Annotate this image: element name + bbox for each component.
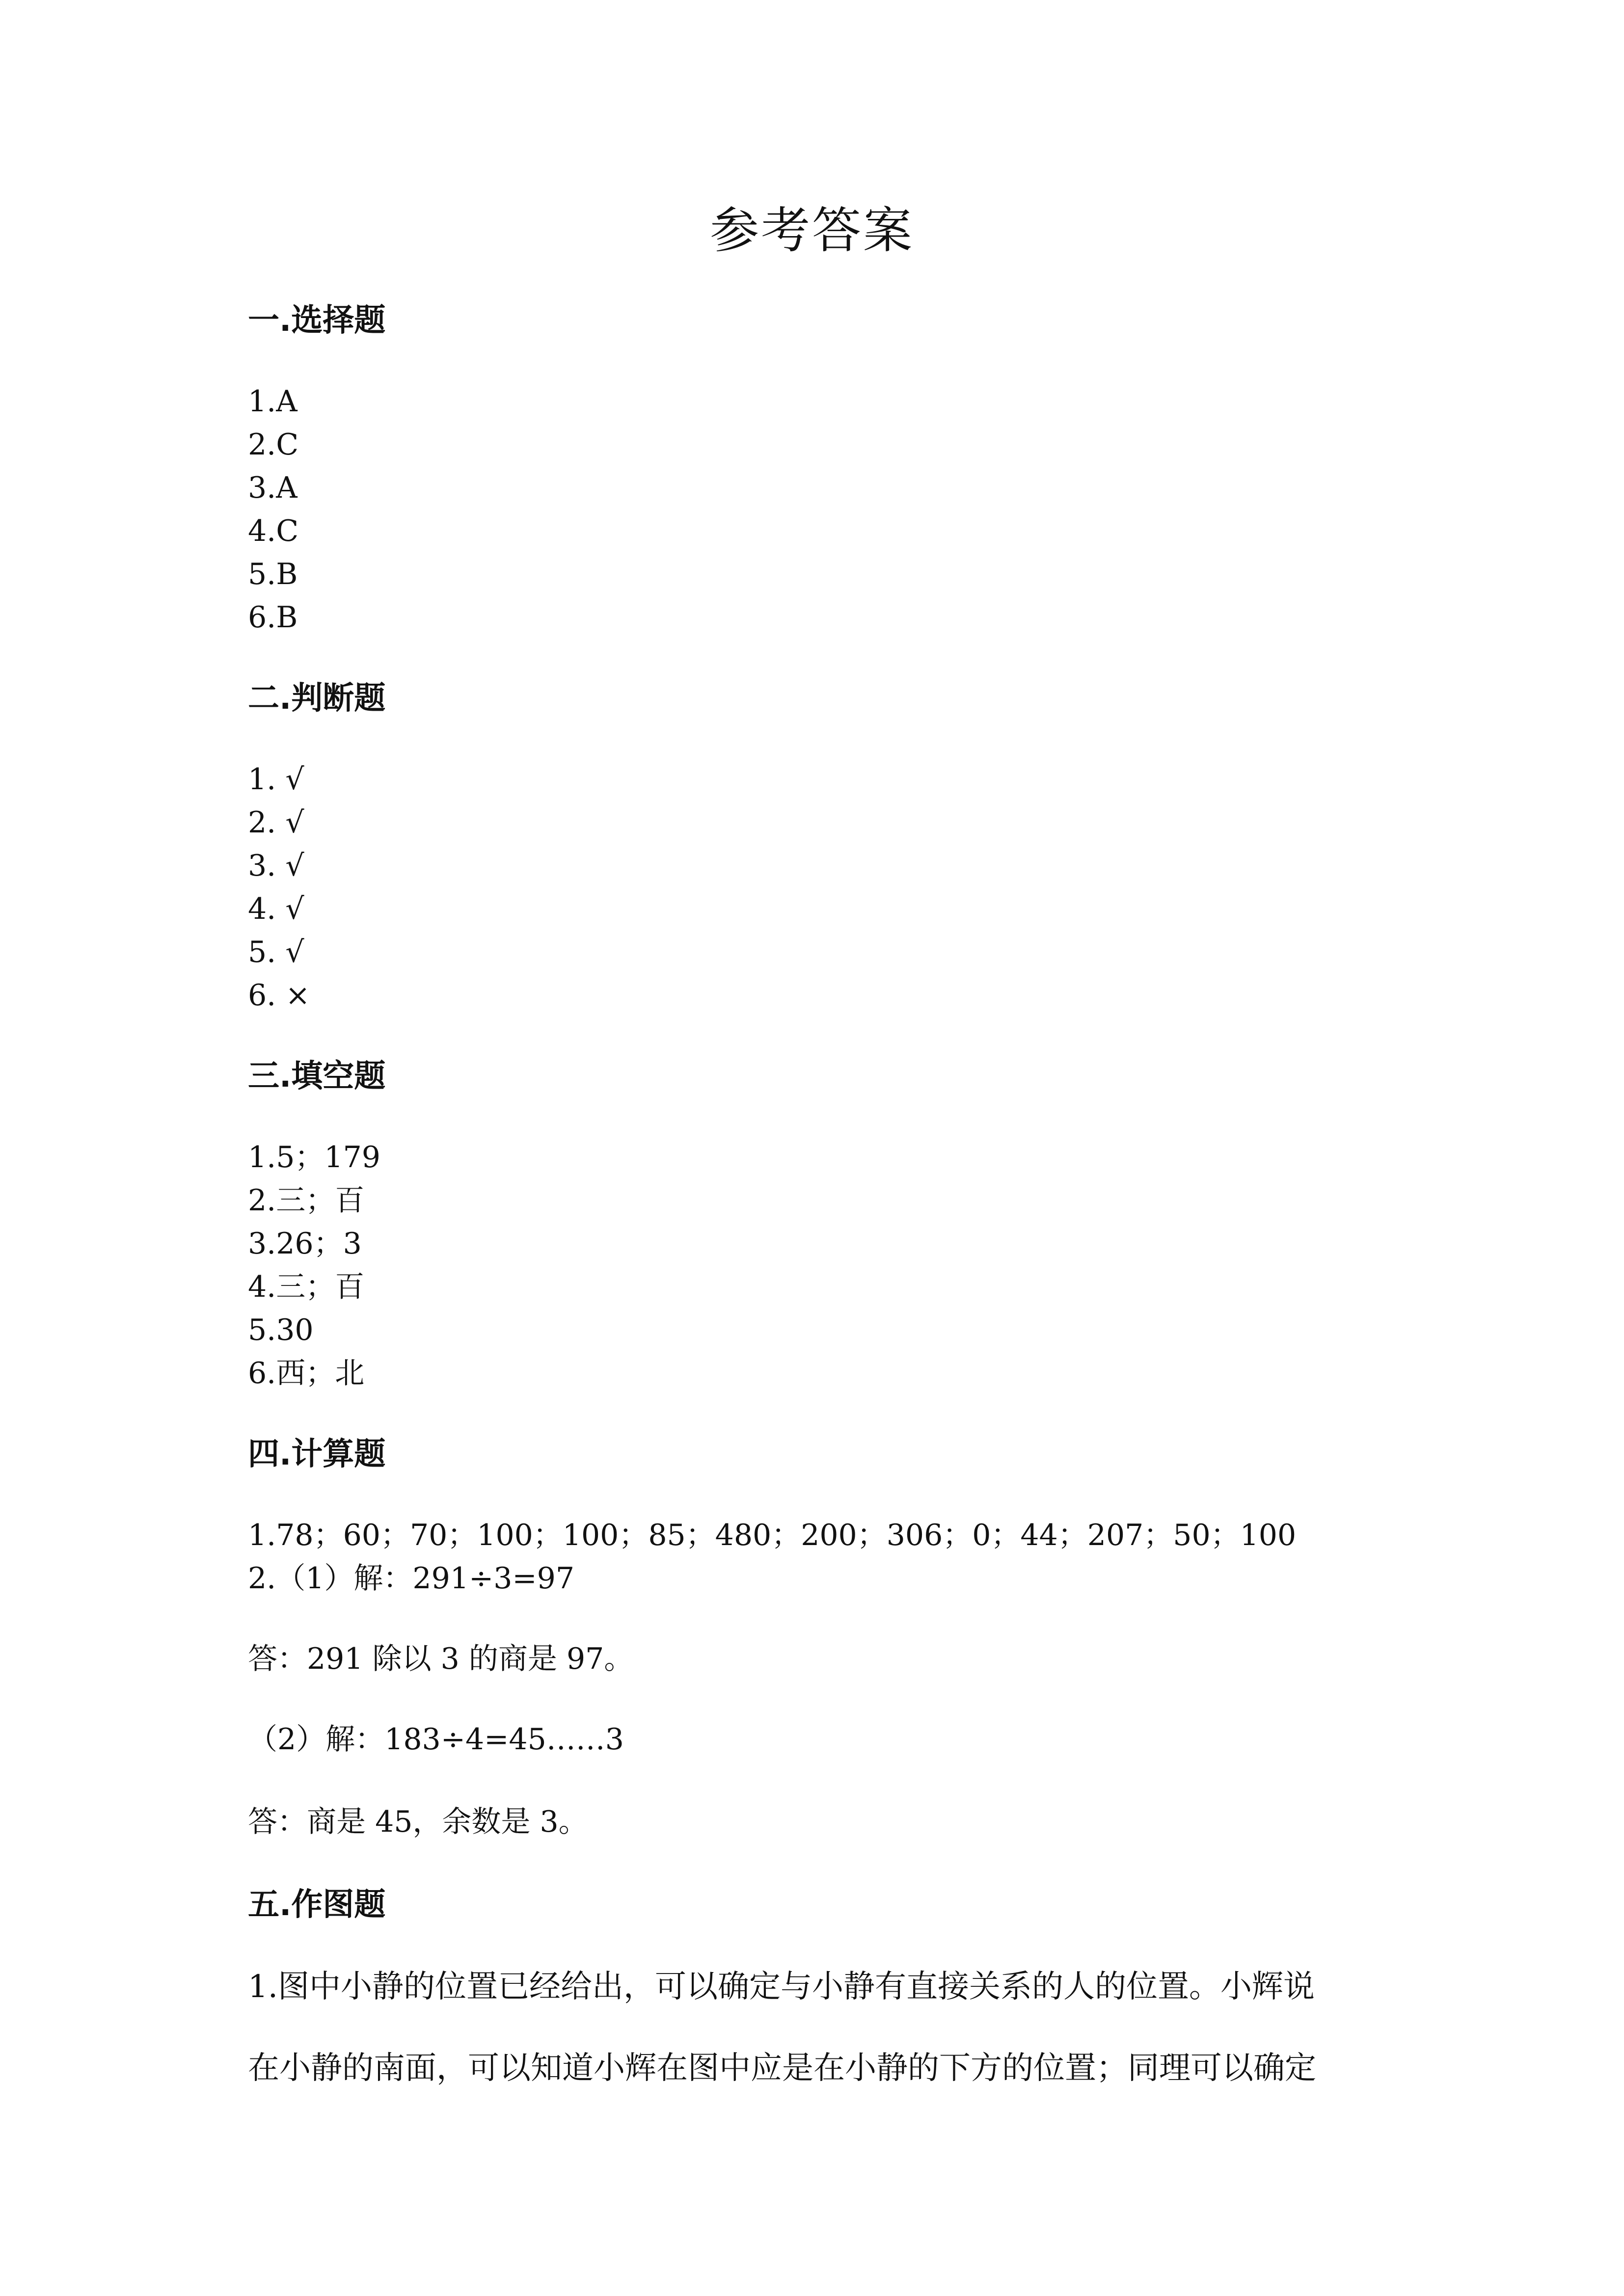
section-heading-judge: 二.判断题 (248, 680, 386, 717)
answer-item: 3. √ (248, 849, 304, 883)
page-title: 参考答案 (710, 202, 914, 259)
answer-item: 2.（1）解：291÷3=97 (248, 1561, 575, 1596)
answer-item: 2.三；百 (248, 1183, 365, 1218)
answer-item: 答：商是 45，余数是 3。 (248, 1805, 588, 1839)
paragraph-line: 1.图中小静的位置已经给出，可以确定与小静有直接关系的人的位置。小辉说 (248, 1969, 1315, 2005)
answer-item: 6.西；北 (248, 1356, 365, 1390)
answer-item: 3.A (248, 471, 298, 505)
section-heading-calc: 四.计算题 (248, 1436, 386, 1472)
answer-item: 1.A (248, 384, 298, 419)
answer-item: 6. × (248, 978, 310, 1013)
section-heading-draw: 五.作图题 (248, 1887, 386, 1923)
answer-item: 1.5；179 (248, 1140, 380, 1175)
answer-item: 6.B (248, 600, 298, 635)
answer-item: 4. √ (248, 892, 304, 926)
answer-item: 1. √ (248, 762, 304, 797)
answer-item: 4.C (248, 514, 299, 548)
answer-item: （2）解：183÷4=45……3 (248, 1722, 624, 1757)
answer-item: 5.30 (248, 1313, 314, 1347)
answer-item: 5.B (248, 557, 298, 591)
answer-item: 2.C (248, 427, 299, 462)
answer-item: 答：291 除以 3 的商是 97。 (248, 1642, 634, 1676)
answer-item: 3.26；3 (248, 1227, 362, 1261)
answer-item: 4.三；百 (248, 1270, 365, 1304)
answer-item: 5. √ (248, 935, 304, 969)
answer-item: 1.78；60；70；100；100；85；480；200；306；0；44；207；50；100 (248, 1518, 1297, 1552)
section-heading-fill: 三.填空题 (248, 1058, 386, 1095)
paragraph-line: 在小静的南面，可以知道小辉在图中应是在小静的下方的位置；同理可以确定 (248, 2050, 1316, 2086)
section-heading-choice: 一.选择题 (248, 302, 386, 339)
answer-item: 2. √ (248, 805, 304, 840)
